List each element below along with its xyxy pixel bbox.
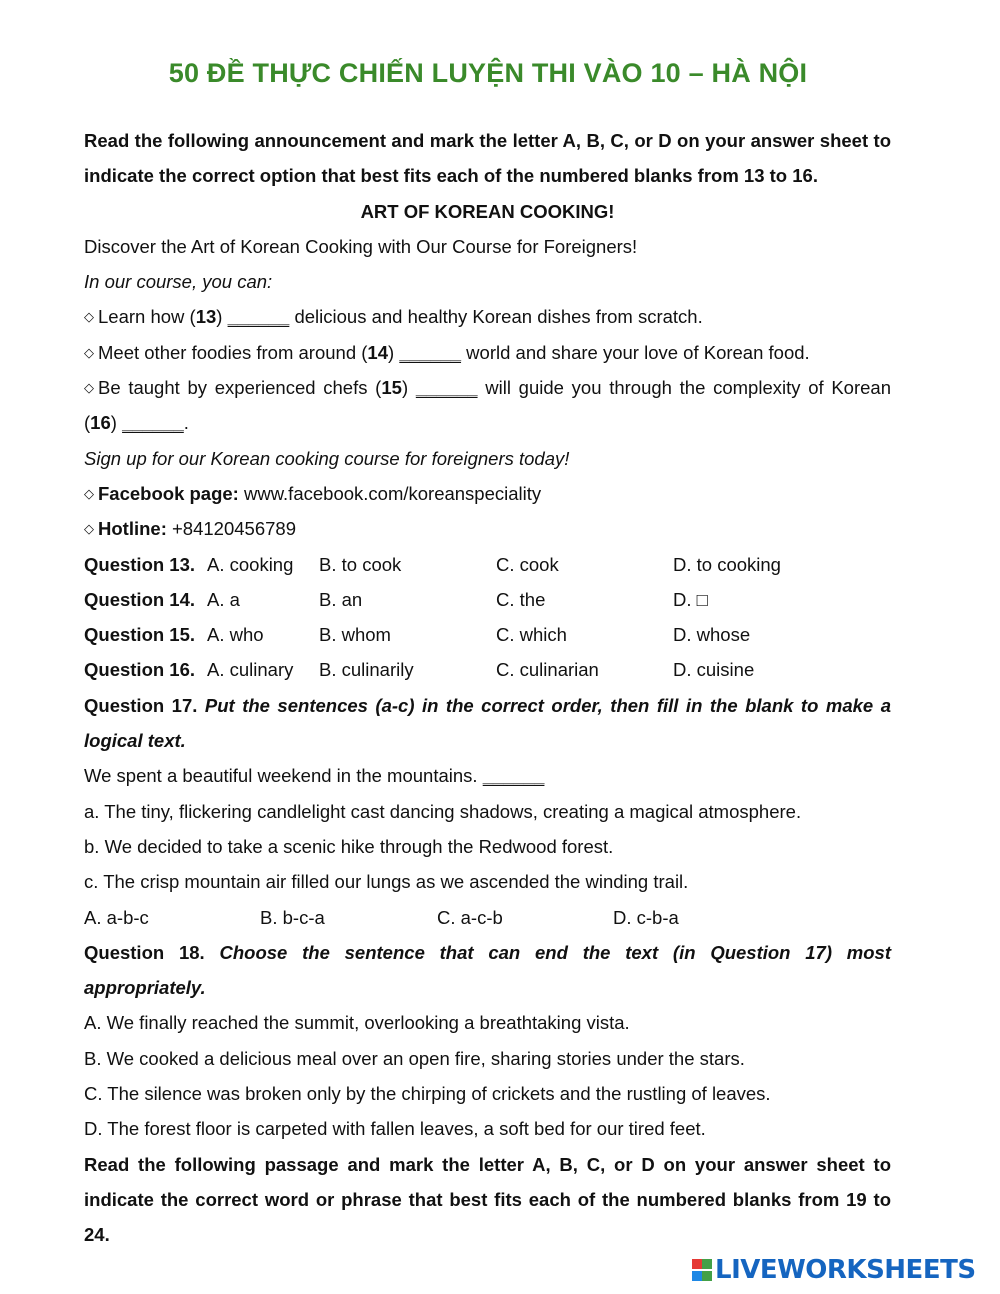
option-a[interactable]: A. who xyxy=(207,624,264,646)
question-instruction: Put the sentences (a-c) in the correct order, then fill in the blank to make a logical text. xyxy=(84,694,891,752)
liveworksheets-logo[interactable] xyxy=(692,1254,976,1286)
question-16 xyxy=(84,652,891,687)
question-label: Question 17. xyxy=(84,694,198,716)
logo-block xyxy=(692,1271,712,1281)
option-c[interactable]: C. a-c-b xyxy=(437,906,503,928)
bullet-text: Meet other foodies from around ( xyxy=(98,341,368,363)
bullet-13 xyxy=(84,299,891,334)
option-c[interactable]: C. the xyxy=(496,588,546,610)
question-instruction: Choose the sentence that can end the text (in Question 17) most appropriately. xyxy=(84,941,892,999)
blank-number: 13 xyxy=(195,306,217,328)
bullet-text: ) xyxy=(216,306,228,328)
diamond-bullet-icon: ◇ xyxy=(84,380,94,396)
blank-number: 15 xyxy=(381,377,402,399)
question-18-prompt xyxy=(84,935,891,1006)
diamond-bullet-icon: ◇ xyxy=(84,521,94,537)
q17-item: a. The tiny, flickering candlelight cast dancing shadows, creating a magical atmosphere. xyxy=(84,800,802,822)
option-b[interactable]: B. to cook xyxy=(319,553,402,575)
blank-number: 14 xyxy=(367,341,388,363)
bullet-text: delicious and healthy Korean dishes from scratch. xyxy=(289,306,703,328)
question-17-prompt xyxy=(84,688,891,759)
blank-number: 16 xyxy=(90,412,111,434)
option-a[interactable]: A. a xyxy=(207,588,240,610)
q18-option[interactable]: D. The forest floor is carpeted with fallen leaves, a soft bed for our tired feet. xyxy=(84,1118,706,1140)
question-17-options xyxy=(84,900,891,935)
option-b[interactable]: B. whom xyxy=(319,624,391,646)
worksheet-body xyxy=(84,123,891,1253)
announcement-intro: Discover the Art of Korean Cooking with Our Course for Foreigners! xyxy=(84,235,638,257)
bullet-text: world and share your love of Korean food. xyxy=(461,341,810,363)
option-a[interactable]: A. a-b-c xyxy=(84,906,149,928)
question-15 xyxy=(84,617,891,652)
bullet-text: will guide you through the complexity of Korean ( xyxy=(84,377,891,434)
answer-blank[interactable]: ______ xyxy=(227,306,290,328)
bullet-text: ) xyxy=(110,412,123,434)
option-b[interactable]: B. b-c-a xyxy=(260,906,325,928)
liveworksheets-logo-text: LIVEWORKSHEETS xyxy=(715,1255,976,1285)
section2-instruction: Read the following passage and mark the letter A, B, C, or D on your answer sheet to indicate the correct word or phrase that best fits each of the numbered blanks from 19 to 24. xyxy=(84,1153,891,1246)
liveworksheets-logo-icon xyxy=(692,1258,712,1282)
answer-blank[interactable]: ______ xyxy=(482,765,545,787)
bullet-text: Be taught by experienced chefs ( xyxy=(98,377,382,399)
question-label: Question 18. xyxy=(84,941,205,963)
facebook-label: Facebook page: xyxy=(98,482,239,504)
facebook-link[interactable]: www.facebook.com/koreanspeciality xyxy=(238,482,542,504)
page-title: 50 ĐỀ THỰC CHIẾN LUYỆN THI VÀO 10 – HÀ NỘI xyxy=(168,58,808,88)
bullet-text: Learn how ( xyxy=(98,306,196,328)
logo-block xyxy=(692,1259,712,1269)
question-label: Question 16. xyxy=(84,659,196,681)
q18-option[interactable]: C. The silence was broken only by the chirping of crickets and the rustling of leaves. xyxy=(84,1083,771,1105)
option-b[interactable]: B. an xyxy=(319,588,363,610)
option-b[interactable]: B. culinarily xyxy=(319,659,414,681)
option-c[interactable]: C. culinarian xyxy=(496,659,599,681)
option-c[interactable]: C. cook xyxy=(496,553,559,575)
option-d[interactable]: D. □ xyxy=(673,588,708,610)
q17-item: b. We decided to take a scenic hike through the Redwood forest. xyxy=(84,835,614,857)
option-a[interactable]: A. culinary xyxy=(207,659,294,681)
answer-blank[interactable]: ______ xyxy=(122,412,184,434)
answer-blank[interactable]: ______ xyxy=(399,341,462,363)
hotline-value: +84120456789 xyxy=(166,518,296,540)
question-label: Question 13. xyxy=(84,553,196,575)
option-a[interactable]: A. cooking xyxy=(207,553,294,575)
answer-blank[interactable]: ______ xyxy=(415,377,478,399)
section1-instruction: Read the following announcement and mark the letter A, B, C, or D on your answer sheet to indicate the correct option that best fits each of the numbered blanks from 13 to 16. xyxy=(84,130,891,187)
option-d[interactable]: D. whose xyxy=(673,624,751,646)
bullet-text: . xyxy=(183,412,189,434)
signup-line: Sign up for our Korean cooking course for foreigners today! xyxy=(84,447,570,469)
q18-option[interactable]: A. We finally reached the summit, overlooking a breathtaking vista. xyxy=(84,1012,630,1034)
option-c[interactable]: C. which xyxy=(496,624,567,646)
bullet-15-16 xyxy=(84,370,891,441)
option-d[interactable]: D. cuisine xyxy=(673,659,755,681)
option-d[interactable]: D. to cooking xyxy=(673,553,781,575)
bullet-text: ) xyxy=(401,377,416,399)
question-17-lead xyxy=(84,758,891,793)
diamond-bullet-icon: ◇ xyxy=(84,344,94,360)
question-label: Question 14. xyxy=(84,588,196,610)
announcement-you-can: In our course, you can: xyxy=(84,271,273,293)
bullet-14 xyxy=(84,335,891,370)
question-14 xyxy=(84,582,891,617)
question-label: Question 15. xyxy=(84,624,196,646)
hotline-line xyxy=(84,511,891,546)
lead-sentence: We spent a beautiful weekend in the mountains. xyxy=(84,765,483,787)
option-d[interactable]: D. c-b-a xyxy=(613,906,679,928)
q17-item: c. The crisp mountain air filled our lungs as we ascended the winding trail. xyxy=(84,871,689,893)
question-13 xyxy=(84,547,891,582)
q18-option[interactable]: B. We cooked a delicious meal over an open fire, sharing stories under the stars. xyxy=(84,1047,745,1069)
announcement-heading: ART OF KOREAN COOKING! xyxy=(360,200,615,222)
hotline-label: Hotline: xyxy=(98,518,167,540)
bullet-text: ) xyxy=(388,341,400,363)
diamond-bullet-icon: ◇ xyxy=(84,485,94,501)
diamond-bullet-icon: ◇ xyxy=(84,309,94,325)
facebook-line xyxy=(84,476,891,511)
